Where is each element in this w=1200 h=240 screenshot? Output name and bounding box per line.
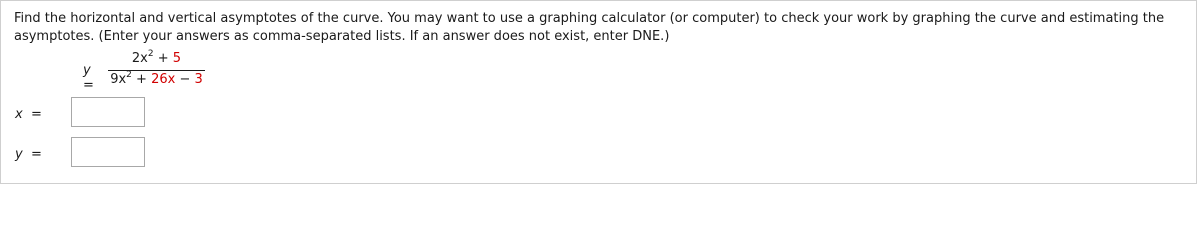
denominator [108, 72, 205, 87]
num-const: 5 [172, 51, 182, 66]
y-asymptote-input[interactable] [71, 137, 145, 167]
lhs-equals: = [83, 78, 94, 93]
answer-label-x [15, 107, 42, 122]
den-op1: + [136, 72, 147, 87]
den-term2: 26x [151, 72, 176, 87]
den-coef: 9x [110, 72, 127, 87]
answer-var-y: y [15, 147, 23, 162]
numerator [108, 51, 205, 66]
den-op2: − [179, 72, 191, 87]
question-prompt: Find the horizontal and vertical asymptotes of the curve. You may want to use a graphing calculator (or computer) to check your work by graphing the curve and estimating the asymptotes. (Enter your answers as comma-separated lists. If an answer does not exist, enter DNE.) [14, 11, 1165, 44]
num-coef: 2x [131, 51, 148, 66]
lhs-variable: y [83, 63, 91, 78]
fraction-bar [108, 70, 205, 71]
num-exponent: 2 [147, 49, 154, 59]
num-op: + [157, 51, 169, 66]
answer-equals-x: = [30, 107, 42, 122]
den-const: 3 [194, 72, 203, 87]
equation-lhs [83, 63, 94, 93]
answer-equals-y: = [30, 147, 42, 162]
x-asymptote-input[interactable] [71, 97, 145, 127]
den-exponent: 2 [126, 70, 132, 80]
answer-label-y [15, 147, 42, 162]
answer-var-x: x [15, 107, 23, 122]
